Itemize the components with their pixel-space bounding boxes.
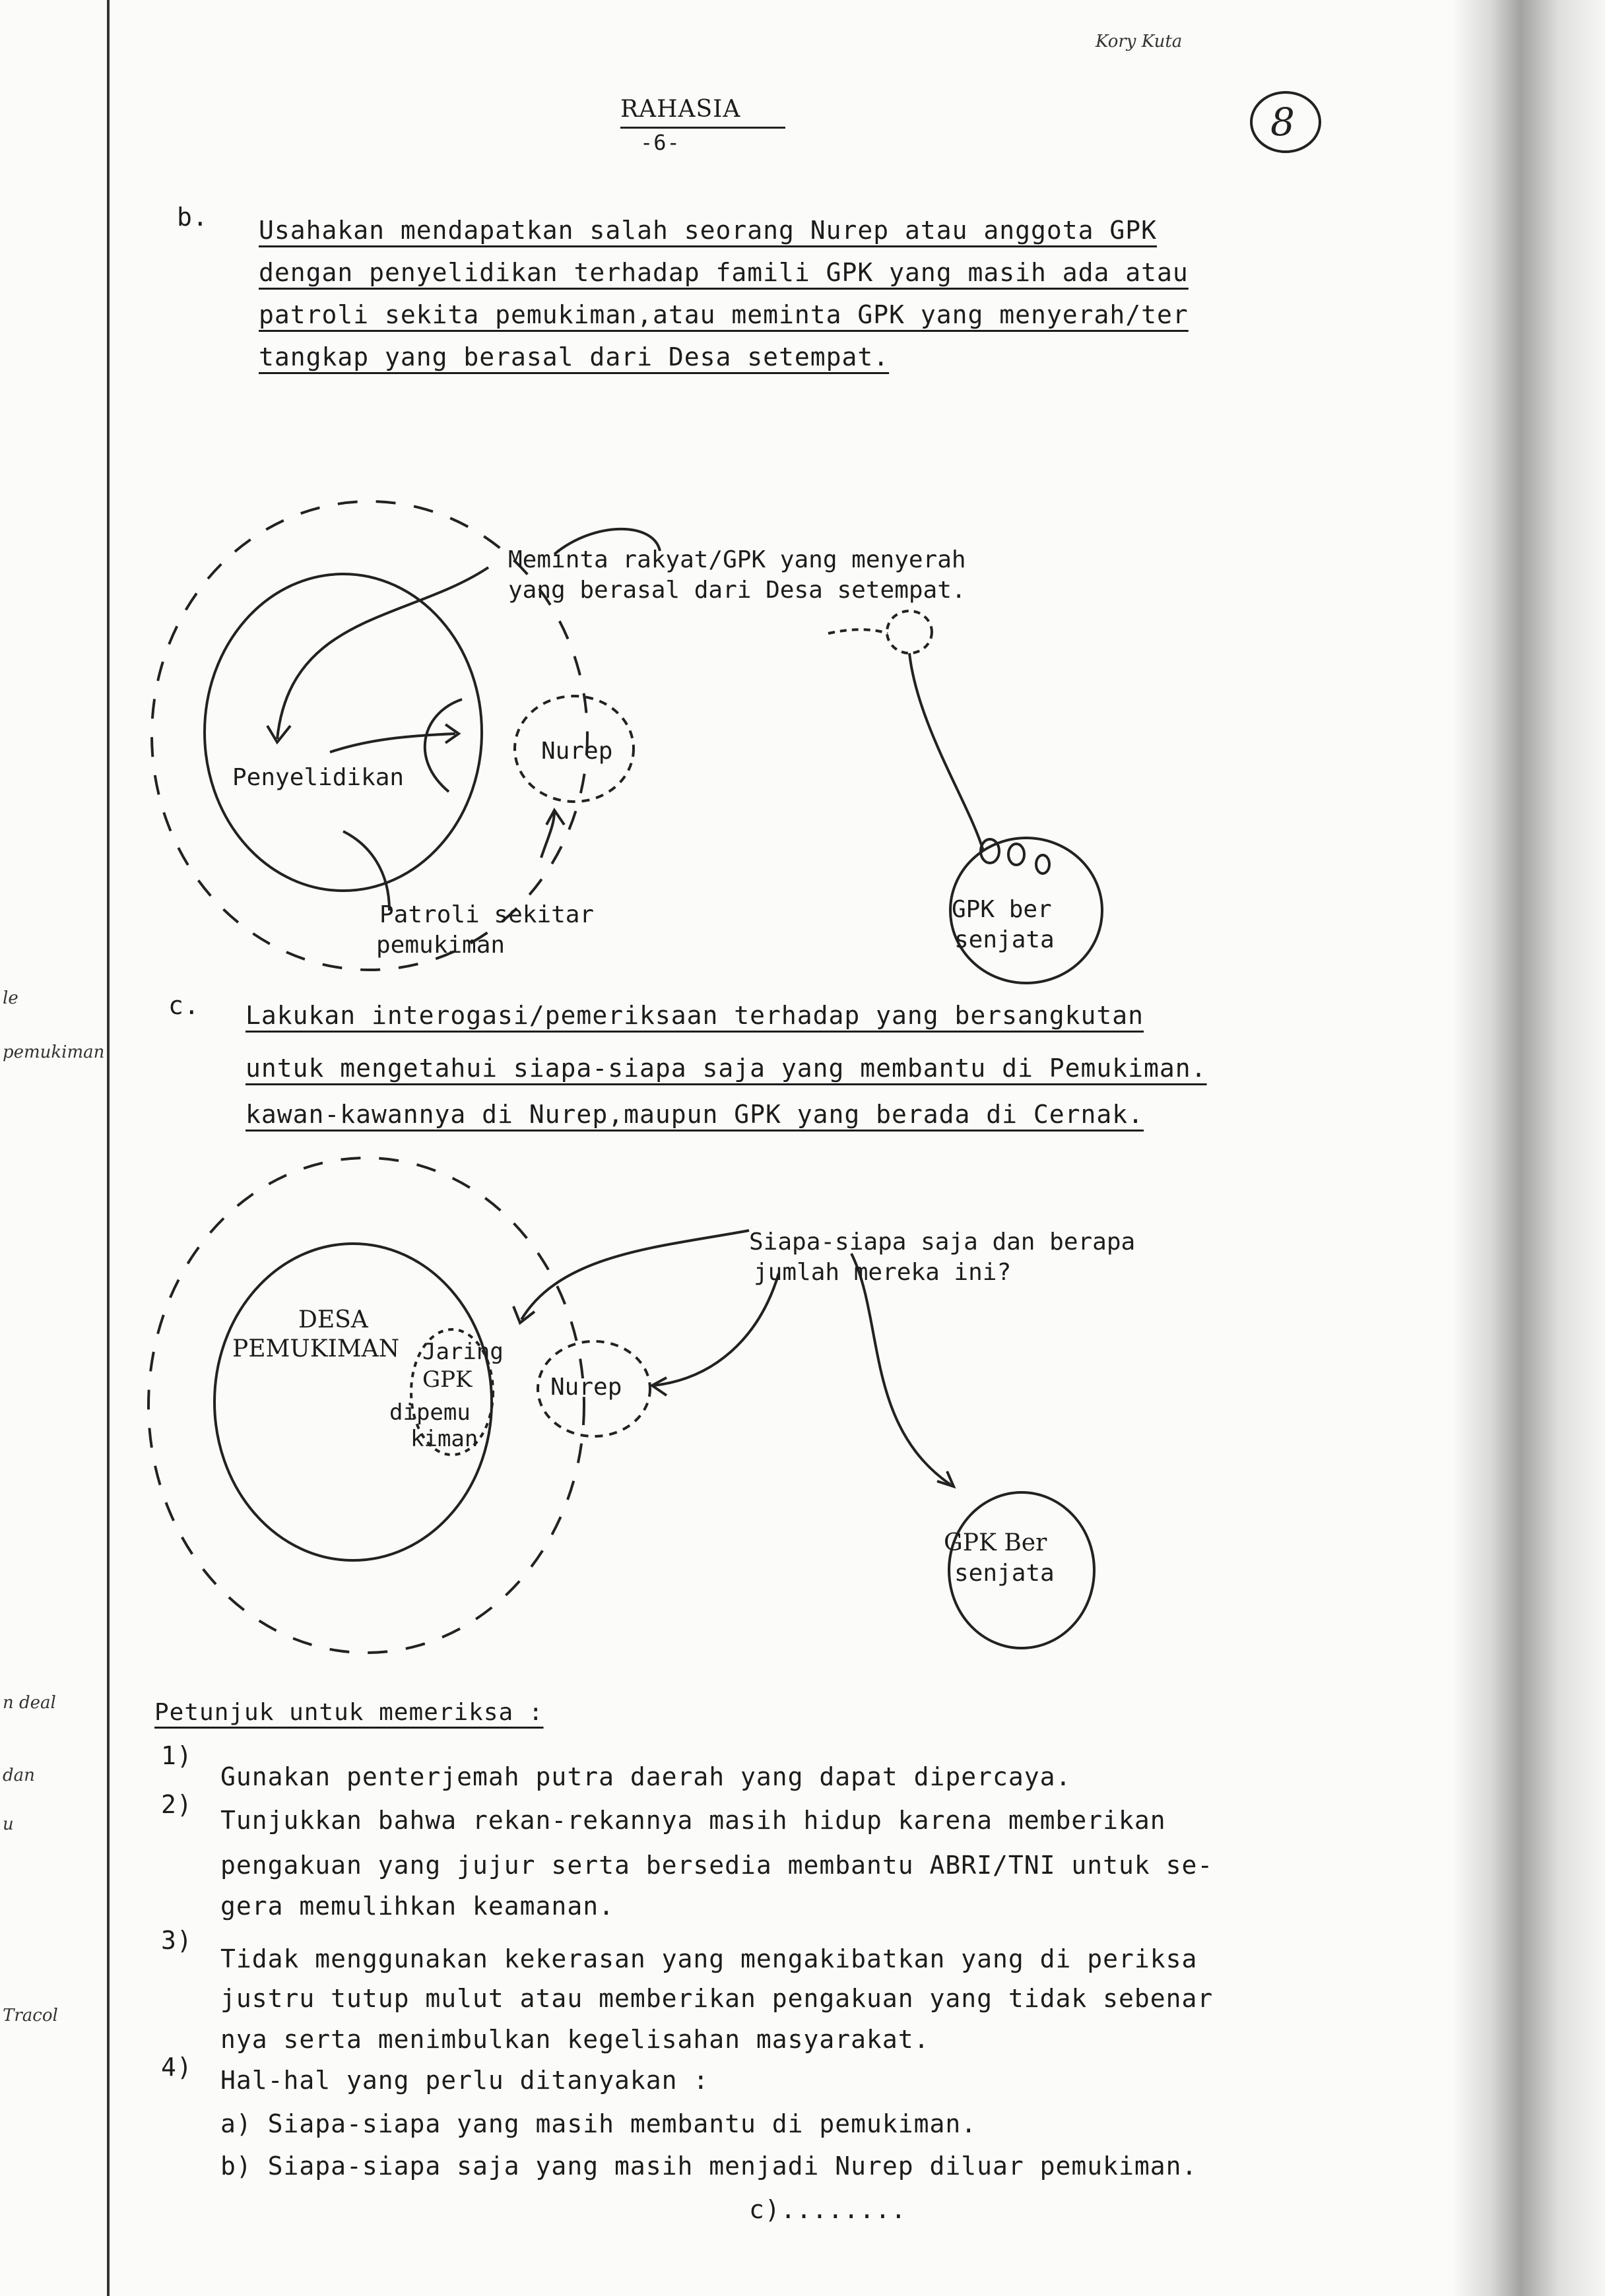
section-c-line-3: kawan-kawannya di Nurep,maupun GPK yang berada di Cernak. [246,1100,1144,1129]
page-number: -6- [640,130,680,155]
diagram-2-question-line-1: Siapa-siapa saja dan berapa [749,1228,1136,1256]
diagram-2-desa-line-1: DESA [298,1306,368,1333]
continuation: c)........ [749,2195,907,2224]
sub-item-b: b) Siapa-siapa saja yang masih menjadi Nurep diluar pemukiman. [220,2152,1198,2181]
item-3-line-2: justru tutup mulut atau memberikan pengakuan yang tidak sebenar [220,1984,1214,2013]
margin-note-5: u [3,1814,14,1834]
diagram-1-nurep-label: Nurep [541,738,613,765]
section-b-line-3: patroli sekita pemukiman,atau meminta GPK yang menyerah/ter [259,300,1189,329]
section-b-line-4: tangkap yang berasal dari Desa setempat. [259,342,890,371]
section-b-line-1: Usahakan mendapatkan salah seorang Nurep atau anggota GPK [259,216,1158,245]
diagram-2-jaring-line-1: Jaring [422,1339,504,1365]
section-c-line-1: Lakukan interogasi/pemeriksaan terhadap yang bersangkutan [246,1001,1144,1030]
item-3-line-3: nya serta menimbulkan kegelisahan masyarakat. [220,2025,930,2054]
diagram-2-jaring-line-2: GPK [422,1366,473,1393]
diagram-2-gpk-line-2: senjata [954,1560,1055,1587]
item-2-line-3: gera memulihkan keamanan. [220,1892,614,1921]
diagram-2-gpk-line-1: GPK Ber [944,1529,1047,1556]
margin-note-1: le [3,988,18,1008]
diagram-1-request-line-2: yang berasal dari Desa setempat. [508,577,966,604]
item-4-line-1: Hal-hal yang perlu ditanyakan : [220,2066,709,2095]
diagram-1-patrol-line-2: pemukiman [376,932,506,959]
classification-label: RAHASIA [620,96,741,123]
item-2-line-2: pengakuan yang jujur serta bersedia membantu ABRI/TNI untuk se- [220,1851,1214,1880]
diagram-1-request-line-1: Meminta rakyat/GPK yang menyerah [508,546,966,573]
section-b-line-2: dengan penyelidikan terhadap famili GPK yang masih ada atau [259,258,1189,287]
section-c-marker: c. [168,991,200,1020]
diagram-2-nurep-label: Nurep [550,1374,622,1401]
top-handwritten-note: Kory Kuta [1096,32,1183,51]
item-2-line-1: Tunjukkan bahwa rekan-rekannya masih hidup karena memberikan [220,1806,1166,1835]
diagram-1-gpk-line-2: senjata [954,926,1055,953]
diagram-2-question-line-2: jumlah mereka ini? [754,1259,1012,1286]
item-2-number: 2) [161,1790,193,1819]
sub-item-a: a) Siapa-siapa yang masih membantu di pemukiman. [220,2109,977,2138]
page-mark-text: 8 [1270,100,1295,144]
diagram-2-jaring-line-3: dipemu [389,1399,471,1426]
item-4-number: 4) [161,2053,193,2082]
item-3-number: 3) [161,1926,193,1955]
section-b-marker: b. [177,203,209,232]
diagram-1-patrol-line-1: Patroli sekitar [379,901,595,928]
section-c-line-2: untuk mengetahui siapa-siapa saja yang membantu di Pemukiman. [246,1054,1207,1083]
margin-note-2: pemukiman [3,1042,105,1062]
margin-note-4: dan [3,1766,35,1785]
margin-note-3: n deal [3,1693,56,1713]
instructions-heading: Petunjuk untuk memeriksa : [154,1699,544,1726]
item-1-line-1: Gunakan penterjemah putra daerah yang dapat dipercaya. [220,1762,1072,1791]
item-1-number: 1) [161,1741,193,1770]
diagram-1-investigation-label: Penyelidikan [232,764,405,791]
margin-note-6: Tracol [3,2006,58,2025]
diagram-1-gpk-line-1: GPK ber [952,896,1052,923]
diagram-2-desa-line-2: PEMUKIMAN [232,1335,400,1362]
diagram-2-jaring-line-4: kiman [410,1426,478,1452]
item-3-line-1: Tidak menggunakan kekerasan yang mengakibatkan yang di periksa [220,1944,1198,1973]
